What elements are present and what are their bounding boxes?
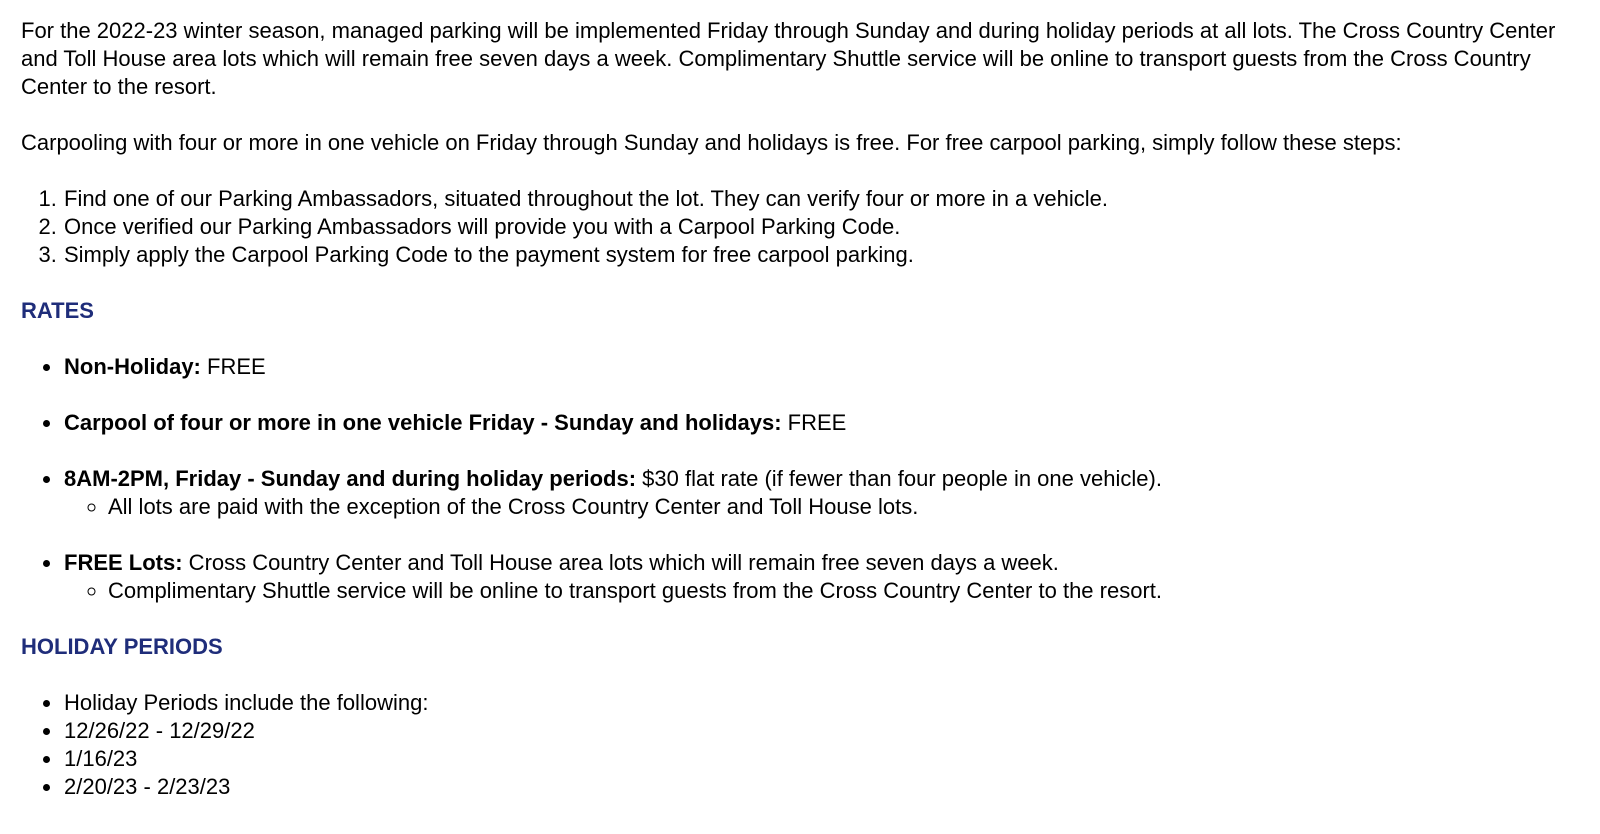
spacer [21,381,1581,409]
step-item: 2. Once verified our Parking Ambassadors will provide you with a Carpool Parking Code. [63,213,1581,241]
rate-item [63,465,1581,521]
rate-label: Carpool of four or more in one vehicle Friday - Sunday and holidays: [64,410,782,435]
rate-value: Cross Country Center and Toll House area lots which will remain free seven days a week. [182,550,1059,575]
spacer [21,521,1581,549]
spacer [21,325,1581,353]
holiday-item: • 2/20/23 - 2/23/23 [63,773,1581,801]
holiday-periods-list [21,689,1581,801]
carpool-paragraph: Carpooling with four or more in one vehicle on Friday through Sunday and holidays is free. For free carpool parking, simply follow these steps: [21,130,1402,155]
holiday-periods-heading: HOLIDAY PERIODS [21,634,223,659]
holiday-item: • Holiday Periods include the following: [63,689,1581,717]
step-item: 1. Find one of our Parking Ambassadors, situated throughout the lot. They can verify four or more in a vehicle. [63,185,1581,213]
spacer [21,269,1581,297]
spacer [21,661,1581,689]
rate-label: Non-Holiday: [64,354,201,379]
rate-sublist [64,493,1581,521]
rates-heading: RATES [21,298,94,323]
rates-list [21,465,1581,521]
carpool-steps-list [21,185,1581,269]
rate-value: FREE [781,410,847,435]
rate-sublist [64,577,1581,605]
rates-list [21,409,1581,437]
rate-item [63,549,1581,605]
spacer [21,605,1581,633]
holiday-item: • 1/16/23 [63,745,1581,773]
step-item: 3. Simply apply the Carpool Parking Code to the payment system for free carpool parking. [63,241,1581,269]
rate-subitem: ◦ Complimentary Shuttle service will be online to transport guests from the Cross Country Center to the resort. [108,577,1581,605]
rate-label: FREE Lots: [64,550,183,575]
rate-label: 8AM-2PM, Friday - Sunday and during holiday periods: [64,466,637,491]
intro-paragraph: For the 2022-23 winter season, managed parking will be implemented Friday through Sunday and during holiday periods at all lots. The Cross Country Center and Toll House area lots which will remain free seven days a week. Complimentary Shuttle service will be online to transport guests from the Cross Country Center to the resort. [21,18,1556,99]
rate-subitem: ◦ All lots are paid with the exception of the Cross Country Center and Toll House lots. [108,493,1581,521]
rate-value: FREE [200,354,266,379]
spacer [21,157,1581,185]
spacer [21,437,1581,465]
rates-list [21,549,1581,605]
rate-value: $30 flat rate (if fewer than four people in one vehicle). [636,466,1162,491]
holiday-item: • 12/26/22 - 12/29/22 [63,717,1581,745]
rates-list [21,353,1581,381]
rate-item [63,409,1581,437]
spacer [21,101,1581,129]
rate-item [63,353,1581,381]
